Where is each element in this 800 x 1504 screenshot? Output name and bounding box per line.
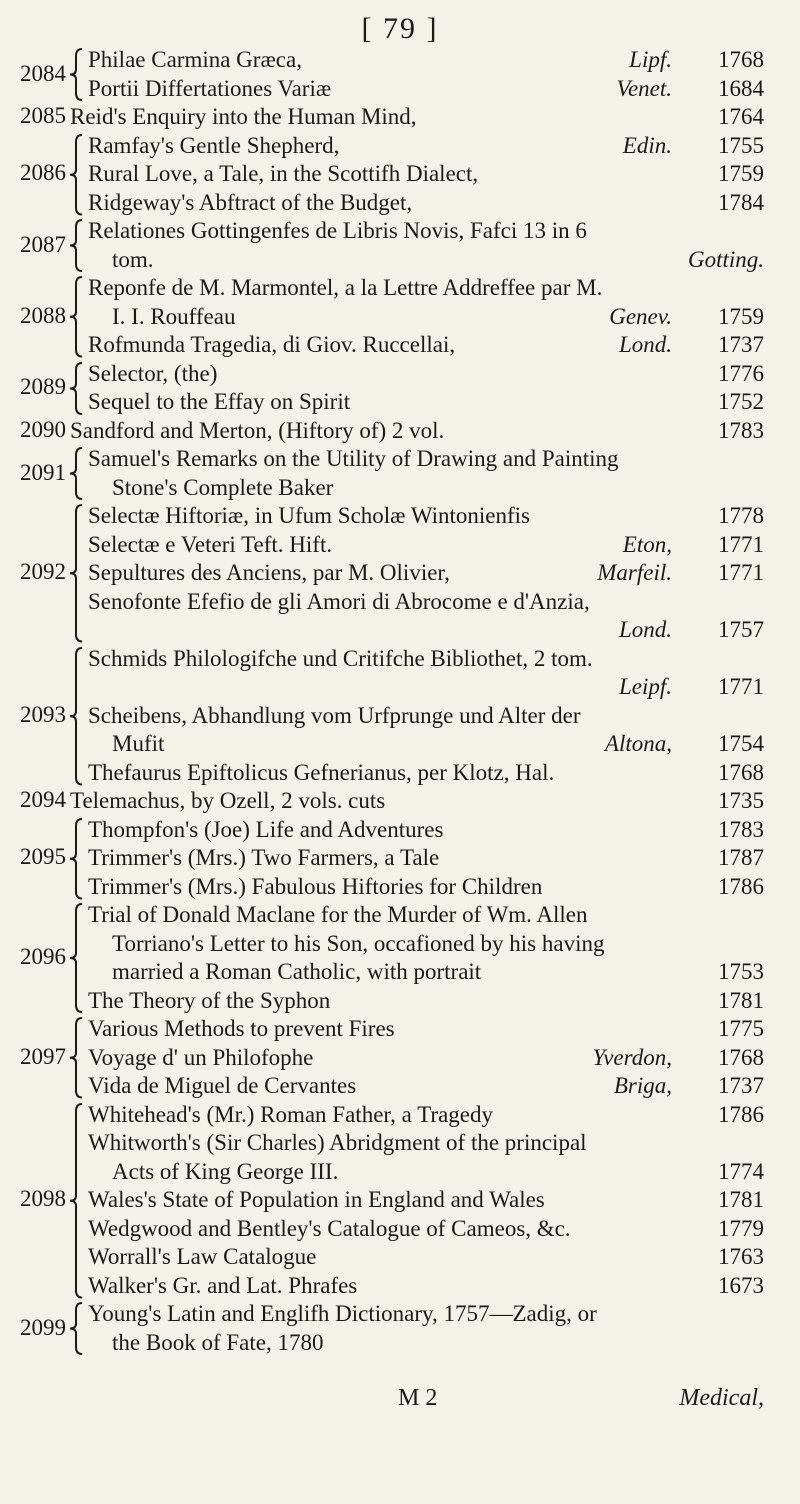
entry-line	[88, 1243, 764, 1272]
publication-year: 1753	[718, 959, 764, 984]
entry-line	[88, 1186, 764, 1215]
publication-year: 1737	[718, 332, 764, 357]
title-text: Various Methods to prevent Fires	[88, 1016, 395, 1041]
entry-line	[88, 1129, 764, 1158]
grouping-brace	[68, 816, 84, 902]
title-text: Walker's Gr. and Lat. Phrafes	[88, 1272, 358, 1298]
publication-year: 1763	[718, 1244, 764, 1269]
entry-line	[88, 816, 764, 845]
entry-line	[112, 958, 764, 987]
publication-year: 1778	[718, 503, 764, 528]
entry-line	[70, 103, 764, 132]
lot-number: 2088	[20, 302, 66, 328]
entry-line	[88, 132, 764, 161]
publication-year: 1737	[718, 1073, 764, 1098]
imprint-place: Marfeil.	[597, 560, 672, 585]
entry-line	[88, 160, 764, 189]
title-text: the Book of Fate, 1780	[112, 1329, 324, 1355]
imprint-place: Altona,	[604, 731, 672, 756]
lot-number: 2095	[20, 844, 66, 870]
title-text: Vida de Miguel de Cervantes	[88, 1073, 357, 1098]
publication-year: 1759	[718, 161, 764, 186]
catalogue-entry	[0, 645, 800, 788]
title-text: Acts of King George III.	[112, 1158, 339, 1184]
title-text: Telemachus, by Ozell, 2 vols. cuts	[70, 788, 386, 813]
entry-line	[88, 46, 764, 75]
entry-line	[112, 673, 764, 702]
publication-year: 1779	[718, 1215, 764, 1241]
catalogue-entry	[0, 46, 800, 103]
publication-year: 1775	[718, 1016, 764, 1041]
entry-line	[88, 1272, 764, 1301]
title-text: tom.	[112, 246, 154, 272]
entry-line	[70, 417, 764, 446]
title-text: Reid's Enquiry into the Human Mind,	[70, 104, 417, 129]
entry-line	[88, 274, 764, 303]
title-text: Ramfay's Gentle Shepherd,	[88, 132, 340, 158]
title-text: Worrall's Law Catalogue	[88, 1244, 317, 1269]
publication-year: 1771	[718, 560, 764, 585]
imprint-place: Lipf.	[629, 47, 672, 72]
grouping-brace	[68, 274, 84, 360]
lot-number: 2097	[20, 1043, 66, 1069]
publication-year: 1771	[718, 531, 764, 557]
lot-number: 2094	[20, 787, 66, 813]
title-text: Thompfon's (Joe) Life and Adventures	[88, 816, 444, 842]
title-text: Philae Carmina Græca,	[88, 47, 302, 72]
entry-line	[70, 787, 764, 816]
catalogue-entry	[0, 1300, 800, 1357]
title-text: Whitworth's (Sir Charles) Abridgment of the principal	[88, 1130, 587, 1155]
catalogue-entry	[0, 502, 800, 645]
signature-mark: M 2	[398, 1385, 438, 1411]
catalogue-entry	[0, 1101, 800, 1301]
publication-year: 1774	[718, 1158, 764, 1184]
catalogue-entry	[0, 816, 800, 902]
entry-line	[88, 189, 764, 218]
entry-line	[88, 901, 764, 930]
catalogue-entry	[0, 445, 800, 502]
entry-line	[88, 360, 764, 389]
publication-year: 1754	[718, 731, 764, 756]
title-text: Relationes Gottingenfes de Libris Novis, Fafci 13 in 6	[88, 218, 587, 243]
imprint-place: Briga,	[613, 1073, 672, 1098]
title-text: Sequel to the Effay on Spirit	[88, 389, 351, 414]
entry-line	[88, 1072, 764, 1101]
title-text: Selector, (the)	[88, 360, 218, 386]
grouping-brace	[68, 46, 84, 103]
title-text: Mufit	[112, 731, 165, 756]
title-text: Selectæ Hiftoriæ, in Ufum Scholæ Wintonienfis	[88, 503, 531, 528]
entry-line	[112, 730, 764, 759]
entry-line	[112, 246, 764, 275]
entry-line	[88, 1300, 764, 1329]
publication-year: 1776	[718, 360, 764, 386]
lot-number: 2086	[20, 160, 66, 186]
catalogue-entry	[0, 901, 800, 1015]
title-text: Selectæ e Veteri Teft. Hift.	[88, 531, 333, 557]
title-text: I. I. Rouffeau	[112, 303, 236, 329]
title-text: Torriano's Letter to his Son, occafioned by his having	[112, 930, 605, 956]
imprint-place: Lond.	[618, 332, 672, 357]
publication-year: 1673	[718, 1272, 764, 1298]
entry-line	[112, 1158, 764, 1187]
entry-line	[88, 75, 764, 104]
entry-line	[88, 844, 764, 873]
entry-line	[88, 217, 764, 246]
imprint-place: Yverdon,	[592, 1044, 672, 1070]
imprint-place: Leipf.	[618, 674, 672, 699]
imprint-place: Eton,	[622, 531, 672, 557]
title-text: Rural Love, a Tale, in the Scottifh Dialect,	[88, 161, 479, 186]
catalogue-entry	[0, 360, 800, 417]
title-text: Stone's Complete Baker	[112, 474, 334, 500]
entry-line	[88, 1101, 764, 1130]
title-text: Wedgwood and Bentley's Catalogue of Cameos, &c.	[88, 1215, 571, 1241]
title-text: Reponfe de M. Marmontel, a la Lettre Addreffee par M.	[88, 275, 603, 300]
title-text: Young's Latin and Englifh Dictionary, 1757—Zadig, or	[88, 1301, 597, 1326]
title-text: married a Roman Catholic, with portrait	[112, 959, 482, 984]
publication-year: 1768	[718, 759, 764, 785]
entry-line	[88, 331, 764, 360]
entry-line	[112, 1329, 764, 1358]
imprint-place: Genev.	[609, 303, 672, 329]
title-text: Whitehead's (Mr.) Roman Father, a Tragedy	[88, 1101, 494, 1127]
entry-line	[112, 474, 764, 503]
grouping-brace	[68, 645, 84, 788]
imprint-place: Edin.	[622, 132, 672, 158]
title-text: Trimmer's (Mrs.) Fabulous Hiftories for Children	[88, 873, 543, 899]
publication-year: 1783	[718, 417, 764, 443]
publication-year: 1757	[718, 617, 764, 642]
entry-line	[112, 930, 764, 959]
publication-year: 1755	[718, 132, 764, 158]
entry-line	[88, 702, 764, 731]
catchword: Medical,	[679, 1385, 764, 1411]
title-text: Thefaurus Epiftolicus Gefnerianus, per Klotz, Hal.	[88, 759, 555, 785]
grouping-brace	[68, 502, 84, 645]
entry-line	[88, 873, 764, 902]
title-text: Trimmer's (Mrs.) Two Farmers, a Tale	[88, 845, 440, 870]
grouping-brace	[68, 445, 84, 502]
title-text: Sandford and Merton, (Hiftory of) 2 vol.	[70, 417, 445, 443]
catalogue-entry	[0, 1015, 800, 1101]
publication-year: 1781	[718, 1187, 764, 1212]
imprint-place: Gotting.	[687, 246, 764, 272]
publication-year: 1781	[718, 987, 764, 1013]
title-text: Sepultures des Anciens, par M. Olivier,	[88, 560, 450, 585]
entry-line	[88, 445, 764, 474]
catalogue-entry	[0, 417, 800, 446]
publication-year: 1768	[718, 47, 764, 72]
entry-line	[88, 502, 764, 531]
title-text: Scheibens, Abhandlung vom Urfprunge und Alter der	[88, 702, 581, 728]
lot-number: 2092	[20, 559, 66, 585]
catalogue-entry	[0, 274, 800, 360]
entry-line	[88, 759, 764, 788]
publication-year: 1768	[718, 1044, 764, 1070]
entry-line	[88, 559, 764, 588]
lot-number: 2091	[20, 459, 66, 485]
grouping-brace	[68, 217, 84, 274]
entry-line	[88, 1215, 764, 1244]
title-text: Voyage d' un Philofophe	[88, 1044, 314, 1070]
lot-number: 2085	[20, 103, 66, 129]
lot-number: 2098	[20, 1186, 66, 1212]
entry-line	[88, 1044, 764, 1073]
publication-year: 1787	[718, 845, 764, 870]
lot-number: 2089	[20, 374, 66, 399]
publication-year: 1786	[718, 873, 764, 899]
lot-number: 2084	[20, 60, 66, 86]
imprint-place: Lond.	[618, 617, 672, 642]
grouping-brace	[68, 132, 84, 218]
publication-year: 1783	[718, 816, 764, 842]
lot-number: 2099	[20, 1314, 66, 1340]
entry-line	[88, 987, 764, 1016]
title-text: Rofmunda Tragedia, di Giov. Ruccellai,	[88, 332, 456, 357]
entry-line	[88, 645, 764, 674]
entry-line	[88, 388, 764, 417]
grouping-brace	[68, 360, 84, 417]
page-number: [ 79 ]	[361, 12, 439, 45]
title-text: Trial of Donald Maclane for the Murder of Wm. Allen	[88, 902, 588, 927]
grouping-brace	[68, 1015, 84, 1101]
publication-year: 1735	[718, 788, 764, 813]
catalogue-entry	[0, 132, 800, 218]
publication-year: 1771	[718, 674, 764, 699]
grouping-brace	[68, 901, 84, 1015]
entry-line	[88, 588, 764, 617]
catalogue-entry	[0, 217, 800, 274]
entry-line	[112, 303, 764, 332]
publication-year: 1684	[718, 75, 764, 101]
title-text: Wales's State of Population in England and Wales	[88, 1187, 545, 1212]
title-text: Senofonte Efefio de gli Amori di Abrocome e d'Anzia,	[88, 588, 590, 614]
catalogue-entry	[0, 787, 800, 816]
entry-line	[112, 616, 764, 645]
publication-year: 1784	[718, 189, 764, 215]
imprint-place: Venet.	[616, 75, 672, 101]
title-text: Portii Differtationes Variæ	[88, 75, 332, 101]
title-text: Samuel's Remarks on the Utility of Drawing and Painting	[88, 446, 619, 471]
publication-year: 1759	[718, 303, 764, 329]
publication-year: 1764	[718, 104, 764, 129]
lot-number: 2096	[20, 944, 66, 969]
entry-line	[88, 1015, 764, 1044]
title-text: Schmids Philologifche und Critifche Bibliothet, 2 tom.	[88, 645, 593, 671]
publication-year: 1752	[718, 389, 764, 414]
publication-year: 1786	[718, 1101, 764, 1127]
lot-number: 2093	[20, 701, 66, 727]
lot-number: 2087	[20, 231, 66, 257]
lot-number: 2090	[20, 416, 66, 442]
catalogue-entry	[0, 103, 800, 132]
entry-line	[88, 531, 764, 560]
title-text: The Theory of the Syphon	[88, 987, 331, 1013]
grouping-brace	[68, 1300, 84, 1357]
grouping-brace	[68, 1101, 84, 1301]
title-text: Ridgeway's Abftract of the Budget,	[88, 189, 413, 215]
